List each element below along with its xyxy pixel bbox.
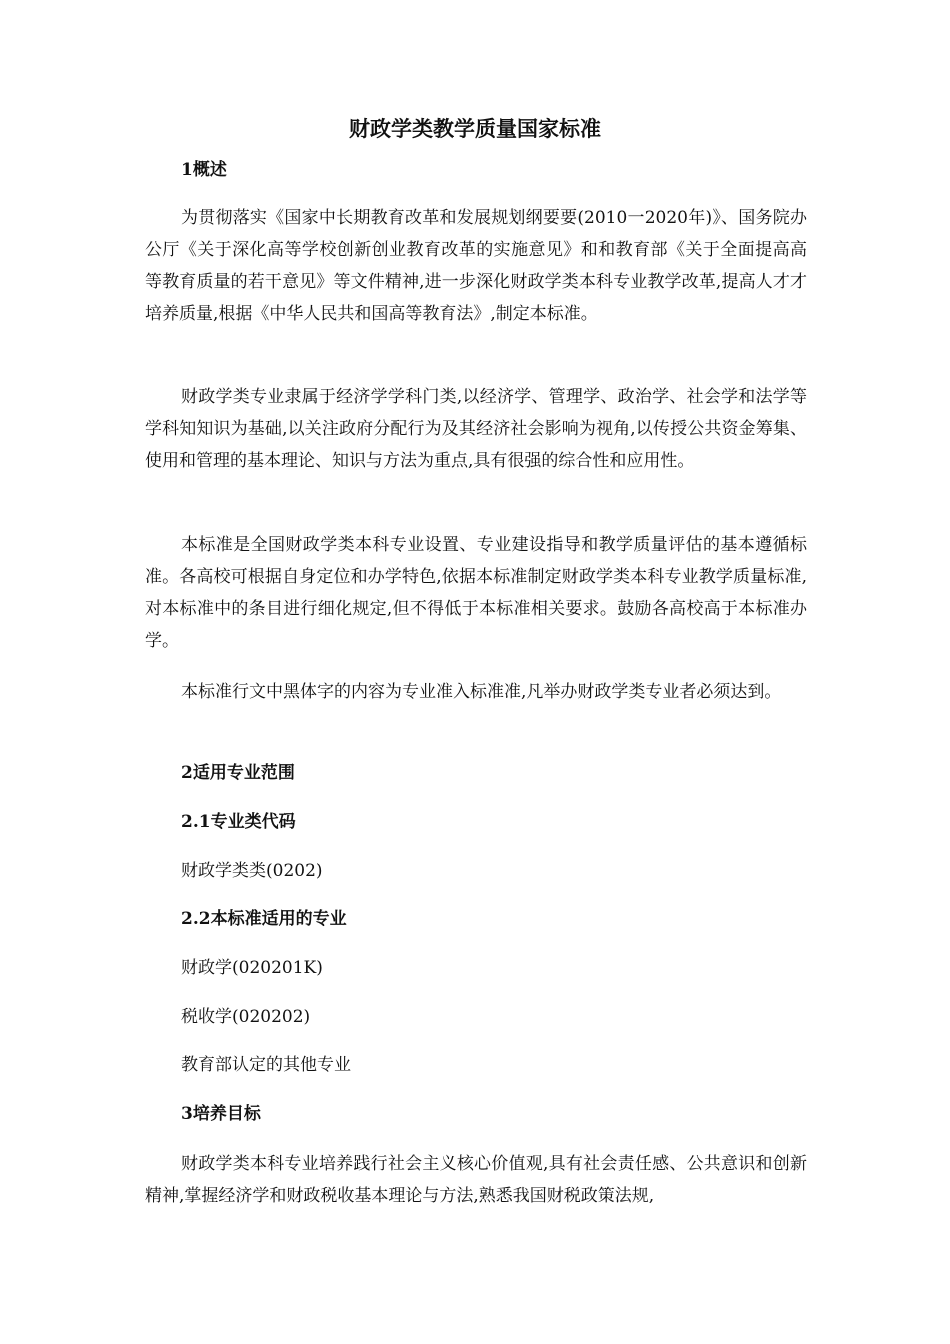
section-1-paragraph-4: 本标准行文中黑体字的内容为专业准入标准准,凡举办财政学类专业者必须达到。 [181,682,782,702]
major-item-taxation: 税收学(020202) [181,1007,311,1027]
section-1-paragraph-3: 本标准是全国财政学类本科专业设置、专业建设指导和教学质量评估的基本遵循标准。各高校可根据自身定位和办学特色,依据本标准制定财政学类本科专业教学质量标准,对本标准中的条目进行细化规定,但不得低于本标准相关要求。鼓励各高校高于本标准办学。 [145,535,807,651]
major-category-code: 财政学类类(0202) [181,861,323,881]
document-title: 财政学类教学质量国家标准 [349,116,601,141]
section-1-paragraph-1: 为贯彻落实《国家中长期教育改革和发展规划纲要要(2010一2020年)》、国务院办公厅《关于深化高等学校创新创业教育改革的实施意见》和和教育部《关于全面提高高等教育质量的若干意见》等文件精神,进一步深化财政学类本科专业教学改革,提高人才才培养质量,根据《中华人民共和国高等教育法》,制定本标准。 [145,208,807,324]
section-3-heading: 3培养目标 [181,1104,261,1124]
section-2-1-heading: 2.1专业类代码 [181,812,296,832]
section-2-2-heading: 2.2本标准适用的专业 [181,909,347,929]
section-1-paragraph-2: 财政学类专业隶属于经济学学科门类,以经济学、管理学、政治学、社会学和法学等学科知知识为基础,以关注政府分配行为及其经济社会影响为视角,以传授公共资金筹集、使用和管理的基本理论、知识与方法为重点,具有很强的综合性和应用性。 [145,387,807,471]
section-2-heading: 2适用专业范围 [181,763,295,783]
section-3-paragraph-1: 财政学类本科专业培养践行社会主义核心价值观,具有社会责任感、公共意识和创新精神,掌握经济学和财政税收基本理论与方法,熟悉我国财税政策法规, [145,1154,807,1206]
major-item-other: 教育部认定的其他专业 [181,1055,351,1075]
section-1-heading: 1概述 [181,160,227,180]
major-item-public-finance: 财政学(020201K) [181,958,323,978]
